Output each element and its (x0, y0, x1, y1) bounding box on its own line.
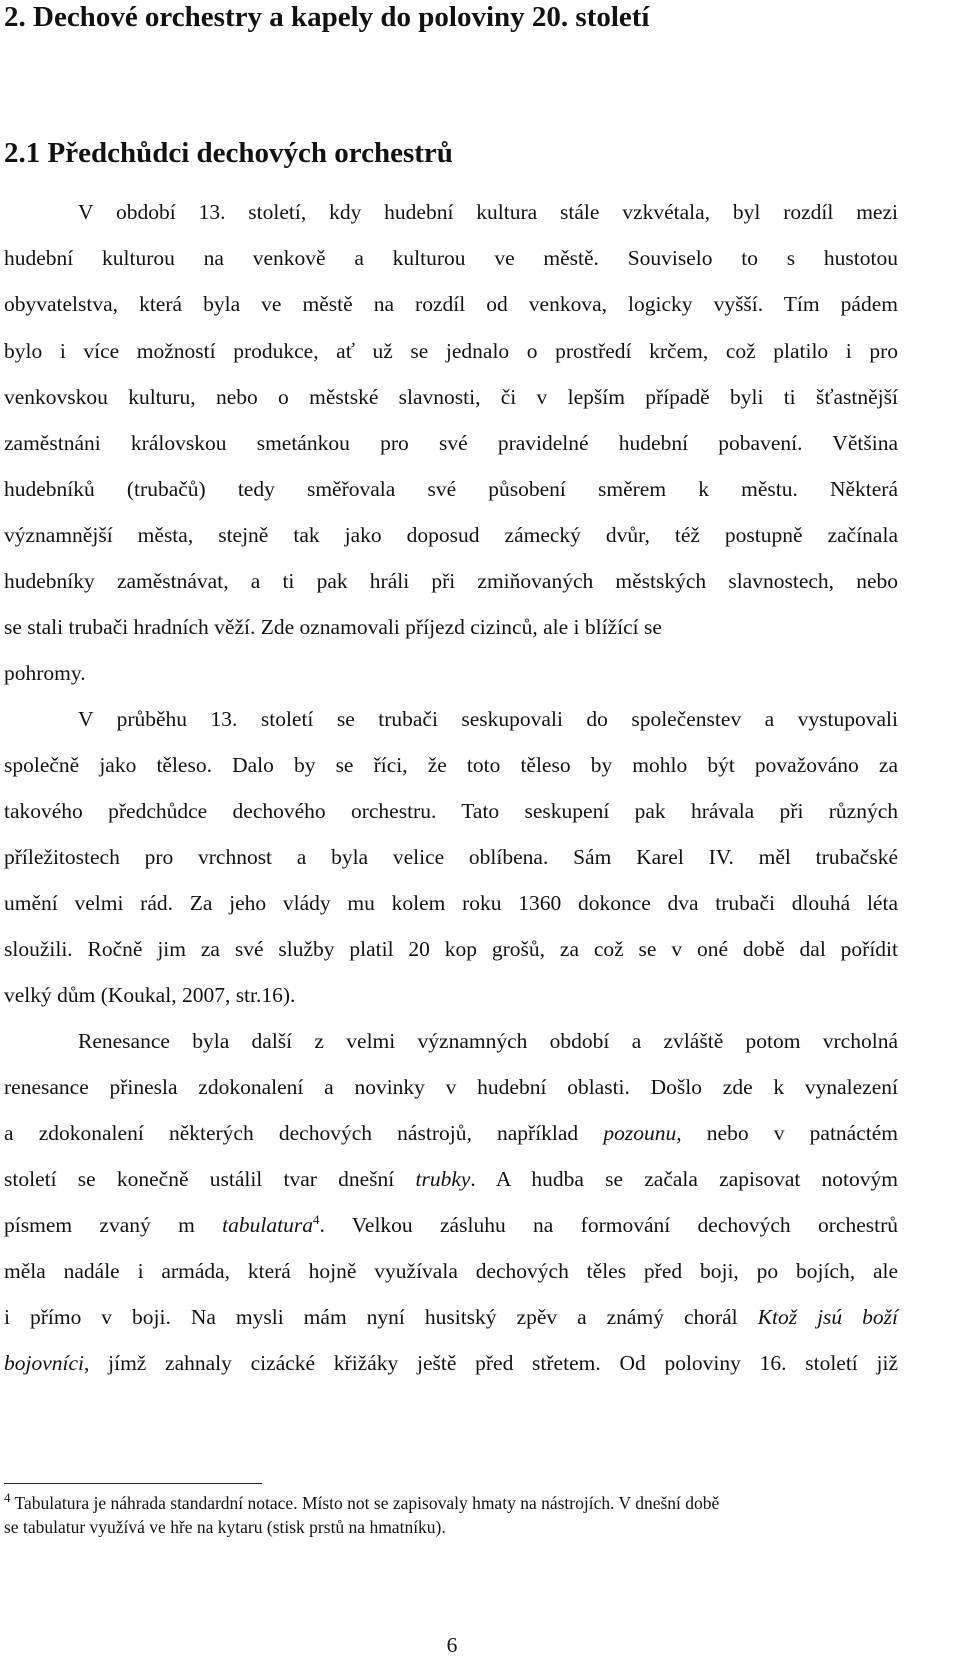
text-run: . A hudba se začala zapisovat notovým (470, 1167, 899, 1191)
paragraph-line: V průběhu 13. století se trubači seskupovali do společenstev a vystupovali (78, 707, 898, 731)
paragraph-line: příležitostech pro vrchnost a byla velice oblíbena. Sám Karel IV. měl trubačské (4, 845, 898, 869)
text-run: století se konečně ustálil tvar dnešní (4, 1167, 416, 1191)
paragraph-line (4, 1348, 898, 1378)
paragraph-line: pohromy. (4, 661, 86, 685)
paragraph-line: takového předchůdce dechového orchestru. Tato seskupení pak hrávala při různých (4, 799, 898, 823)
paragraph-line: renesance přinesla zdokonalení a novinky v hudební oblasti. Došlo zde k vynalezení (4, 1075, 898, 1099)
paragraph-line: venkovskou kulturu, nebo o městské slavnosti, či v lepším případě byli ti šťastnější (4, 385, 898, 409)
italic-term: pozounu (603, 1121, 677, 1145)
paragraph-line: významnější města, stejně tak jako doposud zámecký dvůr, též postupně začínala (4, 523, 898, 547)
text-run: a zdokonalení některých dechových nástrojů, například (4, 1121, 604, 1145)
paragraph-line: se stali trubači hradních věží. Zde oznamovali příjezd cizinců, ale i blížící se (4, 615, 662, 639)
paragraph-line: měla nadále i armáda, která hojně využívala dechových těles před boji, po bojích, ale (4, 1259, 898, 1283)
italic-term: tabulatura (222, 1213, 313, 1237)
paragraph-line: obyvatelstva, která byla ve městě na rozdíl od venkova, logicky vyšší. Tím pádem (4, 292, 898, 316)
footnote-line (4, 1492, 898, 1514)
paragraph-line: Renesance byla další z velmi významných období a zvláště potom vrcholná (78, 1029, 898, 1053)
text-run: , jímž zahnaly cizácké křižáky ještě před střetem. Od poloviny 16. století již (84, 1351, 898, 1375)
footnote-line: se tabulatur využívá ve hře na kytaru (stisk prstů na hmatníku). (4, 1517, 446, 1537)
footnote-divider (4, 1483, 262, 1484)
paragraph-line: hudebníky zaměstnávat, a ti pak hráli při zmiňovaných městských slavnostech, nebo (4, 569, 898, 593)
section-heading: 2.1 Předchůdci dechových orchestrů (4, 137, 453, 169)
text-run: i přímo v boji. Na mysli mám nyní husitský zpěv a známý chorál (4, 1305, 758, 1329)
paragraph-line: společně jako těleso. Dalo by se říci, že toto těleso by mohlo být považováno za (4, 753, 898, 777)
footnote-text: Tabulatura je náhrada standardní notace. Místo not se zapisovaly hmaty na nástrojích. V dnešní době (10, 1493, 720, 1513)
paragraph-line (4, 1164, 898, 1194)
paragraph-line: velký dům (Koukal, 2007, str.16). (4, 983, 296, 1007)
text-run: , nebo v patnáctém (676, 1121, 898, 1145)
paragraph-line: V období 13. století, kdy hudební kultura stále vzkvétala, byl rozdíl mezi (78, 200, 898, 224)
page-number: 6 (446, 1633, 458, 1657)
paragraph-line (4, 1118, 898, 1148)
footnote-marker: 4 (4, 1490, 11, 1506)
paragraph-line: zaměstnáni královskou smetánkou pro své pravidelné hudební pobavení. Většina (4, 431, 898, 455)
paragraph-line: sloužili. Ročně jim za své služby platil 20 kop grošů, za což se v oné době dal pořídit (4, 937, 898, 961)
paragraph-line: hudební kulturou na venkově a kulturou ve městě. Souviselo to s hustotou (4, 246, 898, 270)
text-run: . Velkou zásluhu na formování dechových orchestrů (319, 1213, 899, 1237)
paragraph-line: umění velmi rád. Za jeho vlády mu kolem roku 1360 dokonce dva trubači dlouhá léta (4, 891, 898, 915)
paragraph-line (4, 1210, 898, 1240)
paragraph-line: hudebníků (trubačů) tedy směřovala své působení směrem k městu. Některá (4, 477, 898, 501)
paragraph-line (4, 1302, 898, 1332)
text-run: písmem zvaný m (4, 1213, 223, 1237)
paragraph-line: bylo i více možností produkce, ať už se jednalo o prostředí krčem, což platilo i pro (4, 339, 898, 363)
footnote-reference[interactable]: 4 (312, 1211, 320, 1227)
italic-term: trubky (415, 1167, 471, 1191)
chapter-heading: 2. Dechové orchestry a kapely do poloviny 20. století (4, 1, 650, 33)
italic-term: Ktož jsú boží (757, 1305, 898, 1329)
italic-term: bojovníci (4, 1351, 85, 1375)
